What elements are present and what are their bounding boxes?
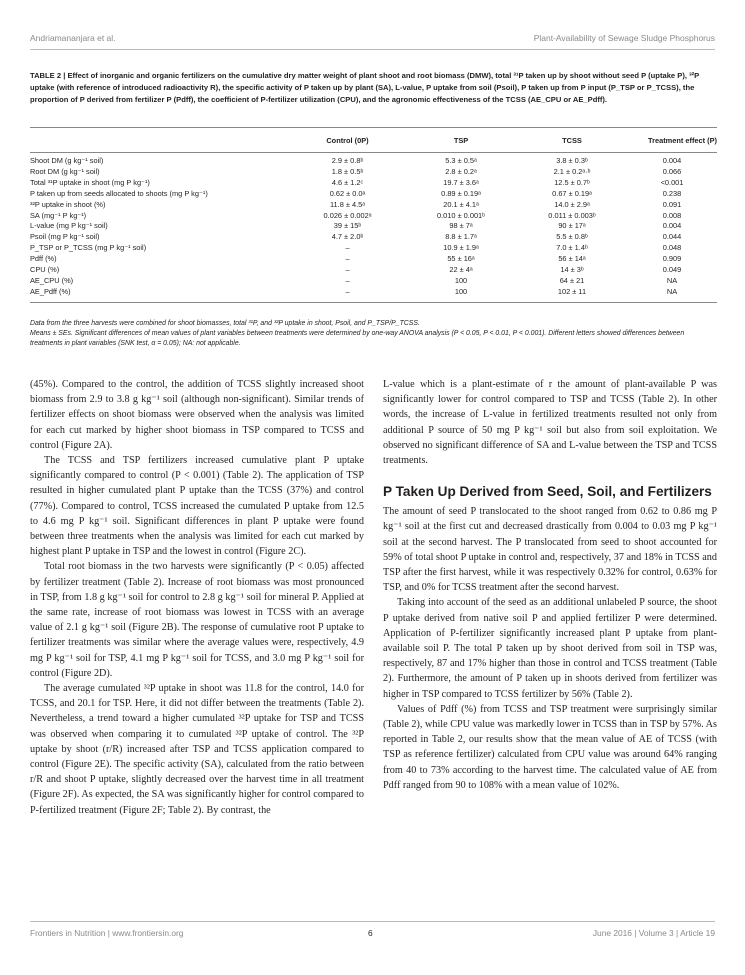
table-cell: 19.7 ± 3.6ᵃ (443, 177, 479, 187)
table-cell: 0.048 (662, 243, 682, 253)
table-cell: 100 (405, 287, 517, 302)
table-cell: 0.89 ± 0.19ᵃ (441, 188, 481, 198)
table-cell: 0.67 ± 0.19ᵃ (552, 188, 592, 198)
section-heading: P Taken Up Derived from Seed, Soil, and Fertilizers (383, 484, 712, 500)
table-cell: 10.9 ± 1.9ᵃ (443, 243, 479, 253)
paragraph: Total root biomass in the two harvests were significantly (P < 0.05) affected by fertilizer treatment (Table 2). Increase of root biomass was most pronounced in TSP, from 1.8 g kg⁻¹ soil for control to 2.8 g kg⁻¹ soil for mineral P. Applied at the same rate, increase of root biomass was lowest in TCSS with an average value of 2.1 g kg⁻¹ soil (Figure 2B). The response of cumulative root P uptake to fertilizer treatments was similar where the average values were, respectively, 4.9 mg P kg⁻¹ soil for TSP, 4.1 mg P kg⁻¹ soil for TCSS, and 3.0 mg P kg⁻¹ soil for control (Figure 2D). (30, 561, 364, 679)
paragraph: Values of Pdff (%) from TCSS and TSP treatment were surprisingly similar (Table 2), while CPU value was markedly lower in TCSS than in TSP by 57%. As reported in Table 2, our results show that the mean value of AE of TCSS (with TSP as reference fertilizer) calculated from CPU value was around 64% ranging from 40 to 73% according to the harvest time. The calculated value of AE from Pdff ranged from 90 to 108% with a mean value of 102%. (383, 703, 717, 791)
table-footnotes (30, 319, 717, 350)
table-cell: 98 ± 7ᵃ (449, 221, 473, 231)
table-cell: 0.004 (662, 221, 682, 231)
table-cell: 8.8 ± 1.7ᵃ (445, 232, 477, 242)
table-cell: 0.066 (662, 166, 682, 176)
table-row (30, 167, 717, 178)
table-cell: – (290, 287, 405, 302)
row-label: P taken up from seeds allocated to shoots (mg P kg⁻¹) (30, 188, 208, 198)
table-header: Treatment effect (P) (627, 128, 717, 153)
table-cell: 4.6 ± 1.2ᶜ (331, 177, 364, 187)
table-row (30, 221, 717, 232)
table-row (30, 276, 717, 287)
footnote: Data from the three harvests were combined for shoot biomasses, total ³¹P, and ³²P uptake in shoot, Psoil, and P_TSP/P_TCSS. (30, 320, 420, 327)
table-caption (30, 70, 717, 106)
table-cell: 100 (454, 275, 468, 285)
paragraph: (45%). Compared to the control, the addition of TCSS slightly increased shoot biomass from 2.9 to 3.8 g kg⁻¹ soil (although non-significant). Similar trends of fertilizer effects on shoot biomass were observed when the analysis was limited for each cut marked by higher shoot biomass in TSP compared to TCSS and control (Figure 2A). (30, 379, 364, 451)
table-header (30, 128, 290, 153)
paragraph: The TCSS and TSP fertilizers increased cumulative plant P uptake significantly compared to control (P < 0.001) (Table 2). The application of TSP resulted in higher cumulated plant P uptake than the TCSS (37%) and control (77%). Compared to control, TCSS increased the cumulated P uptake from 12.5 to 4.6 mg P kg⁻¹ soil. Significant differences in plant P uptake were found between three treatments when the analysis was limited for each cut marked by highest plant P uptake in TSP and the lowest in control (Figure 2C). (30, 455, 364, 558)
row-label: Pdff (%) (30, 254, 57, 264)
footer-issue: June 2016 | Volume 3 | Article 19 (592, 928, 715, 938)
table-cell: 2.9 ± 0.8ᵇ (331, 156, 364, 165)
table-header: Control (0P) (290, 128, 405, 153)
table-cell: 0.62 ± 0.0ᵃ (329, 188, 366, 198)
table-row (30, 254, 717, 265)
row-label: SA (mg⁻¹ P kg⁻¹) (30, 210, 87, 220)
table-cell: 0.004 (662, 156, 682, 165)
table-cell: NA (666, 275, 678, 285)
table-cell: 0.238 (662, 188, 682, 198)
row-label: Shoot DM (g kg⁻¹ soil) (30, 156, 104, 165)
results-table (30, 127, 717, 303)
table-row (30, 153, 717, 167)
table-cell: 2.1 ± 0.2ᵃ·ᵇ (553, 166, 591, 176)
table-cell: 0.049 (662, 265, 682, 275)
table-label: TABLE 2 | (30, 71, 66, 80)
row-label: L-value (mg P kg⁻¹ soil) (30, 221, 108, 231)
right-text-column (383, 377, 717, 793)
table-caption-text: Effect of inorganic and organic fertilizers on the cumulative dry matter weight of plant shoot and root biomass (DMW), total ³¹P taken up by shoot without seed P (uptake P), ³²P uptake (with reference of introduced radioactivity R), the specific activity of P taken up by plant (SA), L-value, P uptake from soil (Psoil), P taken up from P input (P_TSP or P_TCSS), the proportion of P derived from fertilizer P (Pdff), the coefficient of P-fertilizer utilization (CPU), and the agronomic effectiveness of the TCSS (AE_CPU or AE_Pdff). (30, 71, 700, 104)
table-row (30, 189, 717, 200)
header-rule (30, 49, 715, 50)
table-cell: 102 ± 11 (517, 287, 627, 302)
table-cell: 0.008 (662, 210, 682, 220)
table-row (30, 211, 717, 222)
row-label: AE_CPU (%) (30, 275, 74, 285)
table-cell: 11.8 ± 4.5ᵃ (329, 199, 366, 209)
table-cell: 1.8 ± 0.5ᵇ (331, 166, 364, 176)
left-text-column (30, 377, 364, 818)
table-header: TCSS (517, 128, 627, 153)
table-row (30, 287, 717, 302)
table-row (30, 265, 717, 276)
table-cell: 4.7 ± 2.0ᵇ (331, 232, 364, 242)
row-label: AE_Pdff (%) (30, 287, 290, 302)
row-label: Psoil (mg P kg⁻¹ soil) (30, 232, 100, 242)
table-cell: 39 ± 15ᵇ (333, 221, 362, 231)
table-header-row (30, 128, 717, 153)
running-header-authors: Andriamananjara et al. (30, 33, 116, 43)
row-label: P_TSP or P_TCSS (mg P kg⁻¹ soil) (30, 243, 147, 253)
table-cell: 20.1 ± 4.1ᵃ (443, 199, 479, 209)
footnote: Means ± SEs. Significant differences of mean values of plant variables between treatments were determined by one-way ANOVA analysis (P < 0.05, P < 0.01, P < 0.001). Different letters showed differences between treatments in plant variables (SNK test, α = 0.05); NA: not applicable. (30, 330, 685, 348)
table-cell: 90 ± 17ᵃ (558, 221, 586, 231)
table-cell: – (345, 243, 350, 253)
paragraph: The amount of seed P translocated to the shoot ranged from 0.62 to 0.86 mg P kg⁻¹ soil at the first cut and decreased drastically from 0.004 to 0.03 mg P kg⁻¹ soil at the second harvest. The P translocated from seed to shoot accounted for 59% of total shoot P uptake in control and, respectively, 37 and 18% in TCSS and TSP after the first harvest, while it was respectively 0.32% for control, 0.63% for TSP, and 0% for TCSS treatment after the second harvest. (383, 506, 717, 594)
table-cell: 0.044 (662, 232, 682, 242)
table-cell: 3.8 ± 0.3ᵇ (556, 156, 588, 165)
table-cell: 14 ± 3ᵇ (560, 265, 584, 275)
table-row (30, 178, 717, 189)
table-row (30, 243, 717, 254)
table-row (30, 200, 717, 211)
table-cell: 12.5 ± 0.7ᵇ (554, 177, 590, 187)
paragraph: L-value which is a plant-estimate of r the amount of plant-available P was significantly lower for control compared to TSP and TCSS (Table 2). In other words, the increase of L-value in fertilized treatments resulted not only from additional P source of 50 mg P kg⁻¹ soil but also from soil exploitation. We observed no significant difference of SA and L-value between the TSP and TCSS treatments. (383, 379, 717, 467)
footer-journal: Frontiers in Nutrition | www.frontiersin.org (30, 928, 184, 938)
table-cell: 7.0 ± 1.4ᵇ (556, 243, 588, 253)
table-cell: 14.0 ± 2.9ᵃ (554, 199, 590, 209)
row-label: CPU (%) (30, 265, 60, 275)
table-cell: 5.3 ± 0.5ᵃ (445, 156, 477, 165)
table-cell: 5.5 ± 0.8ᵇ (556, 232, 588, 242)
table-row (30, 232, 717, 243)
table-cell: – (345, 275, 350, 285)
table-cell: 22 ± 4ᵃ (449, 265, 473, 275)
paragraph: Taking into account of the seed as an additional unlabeled P source, the shoot P uptake derived from native soil P and applied fertilizer P were determined. Application of P-fertilizer significantly increased plant P uptake from plant-available soil P. The total P taken up by shoot derived from soil in TSP was, respectively, 87 and 17% higher than those in control and TCSS treatment (Table 2). Furthermore, the amount of P taken up in shoots derived from fertilizer was higher in TSP compared to TCSS fertilizer by 56% (Table 2). (383, 597, 717, 700)
table-cell: 64 ± 21 (559, 275, 585, 285)
row-label: Root DM (g kg⁻¹ soil) (30, 166, 100, 176)
page-number: 6 (368, 928, 373, 938)
table-cell: 56 ± 14ᵃ (558, 254, 586, 264)
table-cell: 0.091 (662, 199, 682, 209)
footer-rule (30, 921, 715, 922)
table-cell: 2.8 ± 0.2ᵃ (445, 166, 477, 176)
row-label: ³²P uptake in shoot (%) (30, 199, 106, 209)
running-header-title: Plant-Availability of Sewage Sludge Phosphorus (533, 33, 715, 43)
table-cell: – (345, 265, 350, 275)
table-header: TSP (405, 128, 517, 153)
table-cell: 0.909 (662, 254, 682, 264)
table-cell: 55 ± 16ᵃ (447, 254, 475, 264)
table-cell: 0.010 ± 0.001ᵇ (437, 210, 485, 220)
table-cell: 0.026 ± 0.002ᵃ (323, 210, 372, 220)
table-cell: <0.001 (660, 177, 684, 187)
table-cell: – (345, 254, 350, 264)
row-label: Total ³¹P uptake in shoot (mg P kg⁻¹) (30, 177, 150, 187)
table-cell: 0.011 ± 0.003ᵇ (548, 210, 596, 220)
table-cell: NA (627, 287, 717, 302)
paragraph: The average cumulated ³²P uptake in shoot was 11.8 for the control, 14.0 for TCSS, and 20.1 for TSP. Here, it did not differ between the treatments (Table 2). Nevertheless, a trend toward a higher cumulated ³²P uptake for TSP and TCSS was observed when comparing it to cumulated ³²P uptake of control. The ³²P uptake by shoot (r/R) increased after TSP and TCSS application compared to control (Figure 2E). The specific activity (SA), calculated from the ratio between r/R and shoot P uptake, slightly decreased over the harvest time in all treatment (Figure 2F). As expected, the SA was significantly higher for control compared to P-fertilized treatment (Figure 2F; Table 2). By contrast, the (30, 683, 364, 816)
